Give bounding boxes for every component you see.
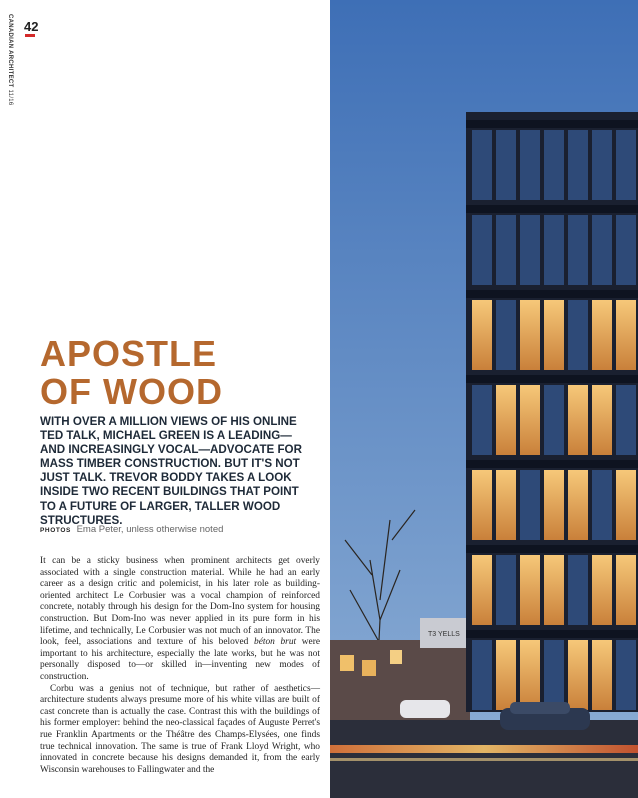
italic-term: béton brut [254,637,297,648]
tower-window [520,640,540,710]
tower-window [592,130,612,200]
tower-window [472,640,492,710]
floor-slab [466,630,638,638]
building-photo [330,0,638,798]
tower-window [616,130,636,200]
tower-window [568,470,588,540]
tower-window [616,640,636,710]
tower-window [592,470,612,540]
tower-window [616,470,636,540]
photo-credit-text: Ema Peter, unless otherwise noted [76,524,224,535]
article-body [40,556,320,776]
tower-window [544,555,564,625]
tower-window [496,555,516,625]
tower-window [520,385,540,455]
spine-publication: CANADIAN ARCHITECT [7,14,13,88]
tower-window [472,300,492,370]
body-paragraph-2: Corbu was a genius not of technique, but rather of aesthetics—architecture students always presume more of his white villas are built of cast concrete than is actually the case. Contrast this with the buildings of his former employer: behind the neo-classical façades of Auguste Perret's rue Franklin Apartments or the Théâtre des Champs-Elysées, one finds true technical innovation. The same is true of Frank Lloyd Wright, who innovated in concrete because his designs demanded it, from the early Wisconsin warehouses to Fallingwater and the [40,683,320,775]
tower-window [616,215,636,285]
tower-window [568,555,588,625]
page-number: 42 [24,19,39,34]
tower-window [616,385,636,455]
tower-window [568,215,588,285]
tower-window [544,385,564,455]
tower-window [520,470,540,540]
floor-slab [466,460,638,468]
tower-window [544,300,564,370]
tower-window [592,215,612,285]
spine-label [7,14,13,106]
tower-window [472,130,492,200]
tower-window [616,555,636,625]
tower-window [520,555,540,625]
floor-slab [466,545,638,553]
tower-window [592,555,612,625]
tower-window [520,130,540,200]
spine-issue: 11/16 [7,89,13,106]
tower-window [544,470,564,540]
tower-window [472,215,492,285]
floor-slab [466,205,638,213]
tower-window [592,385,612,455]
timber-building-illustration [330,0,638,798]
floor-slab [466,375,638,383]
tower-window [616,300,636,370]
tower-window [544,215,564,285]
tower-window [472,555,492,625]
tower-window [496,640,516,710]
body-paragraph-1: It can be a sticky business when prominent architects get overly associated with a single construction material. While he had an early career as a design critic and polemicist, in his later role as building-oriented architect Le Corbusier was a vocal champion of reinforced concrete, notably through his design for the Dom-Ino system for housing construction. But Dom-Ino was never applied in its pure form in his lifetime, and technically, Le Corbusier was not much of an innovator. The look, feel, associations and texture of his beloved béton brut were important to his architecture, especially the late works, but he was not personally disposed to—or skilled in—inventing new modes of construction. [40,556,321,682]
floor-slab [466,120,638,128]
title-line-2: OF WOOD [40,371,223,412]
title-line-1: APOSTLE [40,333,218,374]
tower-window [568,385,588,455]
article-title [40,335,330,411]
floor-slab [466,290,638,298]
tower-window [496,300,516,370]
light-trail [330,745,638,753]
tower-window [496,385,516,455]
tower-window [544,640,564,710]
tower-window [472,470,492,540]
article-deck: WITH OVER A MILLION VIEWS OF HIS ONLINE TED TALK, MICHAEL GREEN IS A LEADING—AND INCREASINGLY VOCAL—ADVOCATE FOR MASS TIMBER CONSTRUCTION. BUT IT'S NOT JUST TALK. TREVOR BODDY TAKES A LOOK INSIDE TWO RECENT BUILDINGS THAT POINT TO A FUTURE OF LARGER, TALLER WOOD STRUCTURES. [40,415,302,527]
tower-window [496,470,516,540]
tower-window [568,300,588,370]
tower-window [520,300,540,370]
tower-window [496,215,516,285]
page-number-accent [25,34,35,37]
tower-window [520,215,540,285]
photo-credit [40,524,223,535]
tower-window [472,385,492,455]
tower-window [592,300,612,370]
tower-window [496,130,516,200]
photo-credit-label: PHOTOS [40,527,71,534]
tower-window [592,640,612,710]
street-sign: T3 YELLS [428,631,460,638]
tower [466,112,638,712]
tower-window [568,640,588,710]
tower-window [568,130,588,200]
tower-window [544,130,564,200]
